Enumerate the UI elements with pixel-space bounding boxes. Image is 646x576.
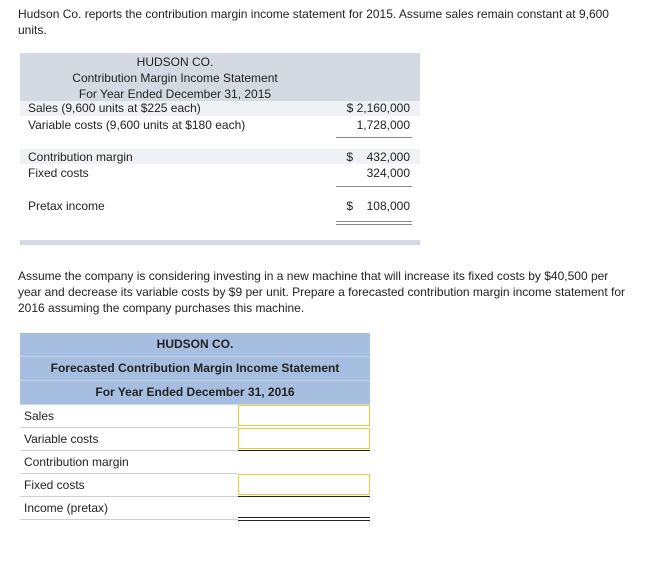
forecast-row-variable-costs [20, 428, 370, 451]
fixed-costs-value: 324,000 [366, 166, 410, 180]
double-rule-bottom [238, 520, 370, 521]
forecast-fixed-costs-input[interactable] [238, 474, 370, 495]
double-rule-top [238, 517, 370, 518]
contribution-margin-value: 432,000 [366, 150, 410, 164]
forecast-sales-label: Sales [20, 405, 238, 428]
double-rule-bottom [336, 224, 412, 225]
forecast-fixed-costs-label: Fixed costs [20, 474, 238, 497]
contribution-margin-label: Contribution margin [28, 150, 133, 164]
intro-text: Hudson Co. reports the contribution margin income statement for 2015. Assume sales remain constant at 9,600 units. [18, 7, 609, 37]
forecast-variable-costs-label: Variable costs [20, 428, 238, 451]
subtotal-rule [336, 186, 412, 187]
sales-value: $ 2,160,000 [346, 101, 410, 115]
pretax-income-value: 108,000 [366, 199, 410, 213]
subtotal-rule [336, 137, 412, 138]
variable-costs-value: 1,728,000 [356, 118, 410, 132]
pretax-income-dollar: $ [346, 199, 353, 213]
variable-costs-label: Variable costs (9,600 units at $180 each) [28, 118, 246, 132]
forecast-company: HUDSON CO. [20, 333, 370, 357]
forecast-row-sales [20, 405, 370, 428]
forecast-contribution-margin-label: Contribution margin [20, 451, 238, 474]
company-name: HUDSON CO. [136, 55, 214, 69]
sales-label: Sales (9,600 units at $225 each) [28, 101, 201, 115]
statement-period: For Year Ended December 31, 2015 [78, 87, 272, 101]
forecast-income-label: Income (pretax) [20, 497, 238, 520]
forecast-statement [20, 333, 370, 520]
contribution-margin-dollar: $ [346, 150, 353, 164]
question-text: Assume the company is considering investing in a new machine that will increase its fixed costs by $40,500 per year and decrease its variable costs by $9 per unit. Prepare a forecasted contribution margin income statement for 2016 assuming the company purchases this machine. [18, 269, 625, 315]
forecast-row-fixed-costs [20, 474, 370, 497]
forecast-income-input[interactable] [238, 497, 368, 517]
forecast-sales-input[interactable] [238, 405, 370, 426]
fixed-costs-label: Fixed costs [28, 166, 89, 180]
statement-2015 [20, 53, 420, 213]
forecast-row-contribution-margin [20, 451, 370, 474]
double-rule-top [336, 221, 412, 222]
forecast-row-income [20, 497, 370, 520]
forecast-period: For Year Ended December 31, 2016 [20, 381, 370, 405]
forecast-title: Forecasted Contribution Margin Income Statement [20, 357, 370, 381]
forecast-contribution-margin-input[interactable] [238, 451, 368, 471]
pretax-income-label: Pretax income [28, 199, 105, 213]
statement-2015-header [20, 53, 420, 101]
statement-title: Contribution Margin Income Statement [72, 71, 278, 85]
statement-footer-bar [20, 240, 420, 245]
forecast-variable-costs-input[interactable] [238, 428, 370, 449]
